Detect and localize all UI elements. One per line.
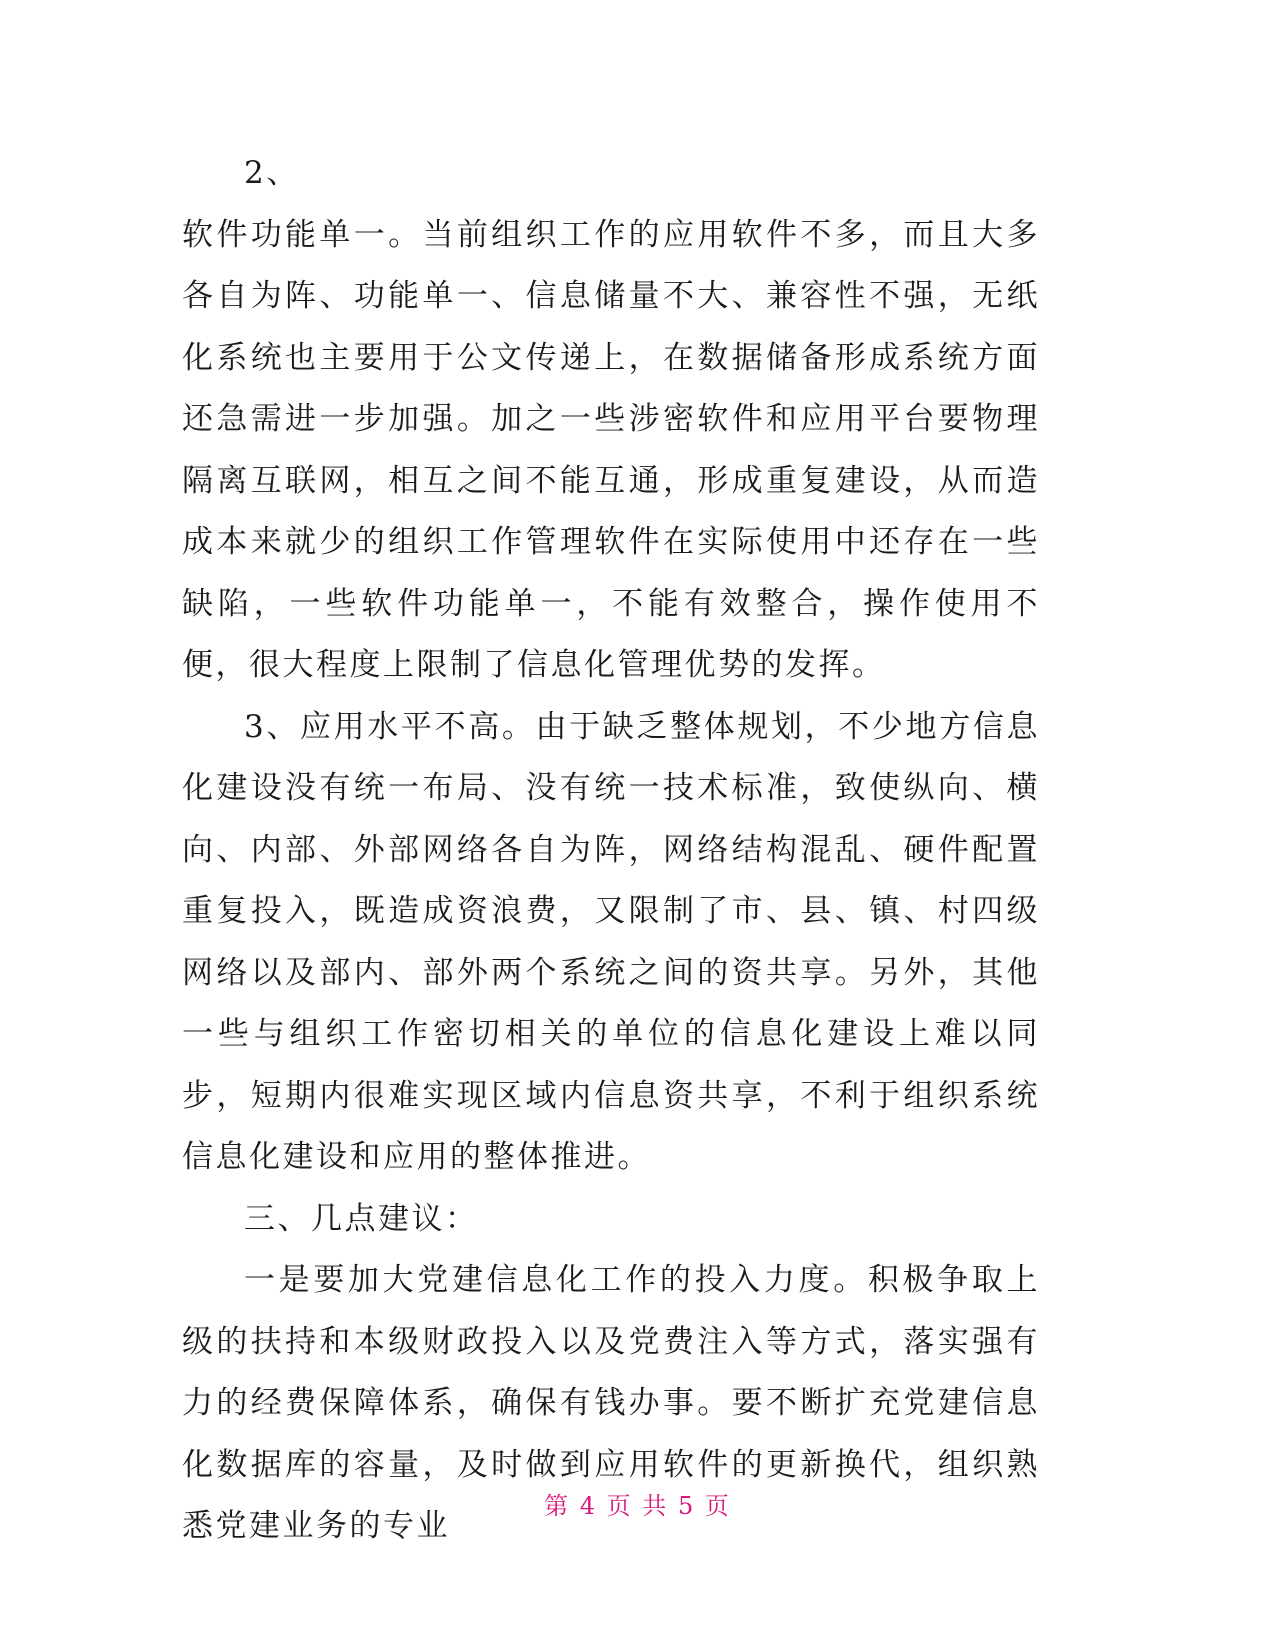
page-footer: 第 4 页 共 5 页 (544, 1492, 731, 1520)
paragraph-suggestion-one: 一是要加大党建信息化工作的投入力度。积极争取上级的扶持和本级财政投入以及党费注入等方式，落实强有力的经费保障体系，确保有钱办事。要不断扩充党建信息化数据库的容量，及时做到应用软件的更新换代，组织熟悉党建业务的专业 (182, 1262, 1040, 1544)
paragraph-software-function: 软件功能单一。当前组织工作的应用软件不多，而且大多各自为阵、功能单一、信息储量不大、兼容性不强，无纸化系统也主要用于公文传递上，在数据储备形成系统方面还急需进一步加强。加之一些涉密软件和应用平台要物理隔离互联网，相互之间不能互通，形成重复建设，从而造成本来就少的组织工作管理软件在实际使用中还存在一些缺陷，一些软件功能单一，不能有效整合，操作使用不便，很大程度上限制了信息化管理优势的发挥。 (182, 216, 1040, 683)
paragraph-application-level: 3、应用水平不高。由于缺乏整体规划，不少地方信息化建设没有统一布局、没有统一技术标准，致使纵向、横向、内部、外部网络各自为阵，网络结构混乱、硬件配置重复投入，既造成资浪费，又限制了市、县、镇、村四级网络以及部内、部外两个系统之间的资共享。另外，其他一些与组织工作密切相关的单位的信息化建设上难以同步，短期内很难实现区域内信息资共享，不利于组织系统信息化建设和应用的整体推进。 (182, 708, 1040, 1175)
document-body (182, 143, 1040, 1558)
paragraph-item-number: 2、 (244, 155, 300, 191)
section-heading-suggestions: 三、几点建议： (244, 1200, 479, 1237)
